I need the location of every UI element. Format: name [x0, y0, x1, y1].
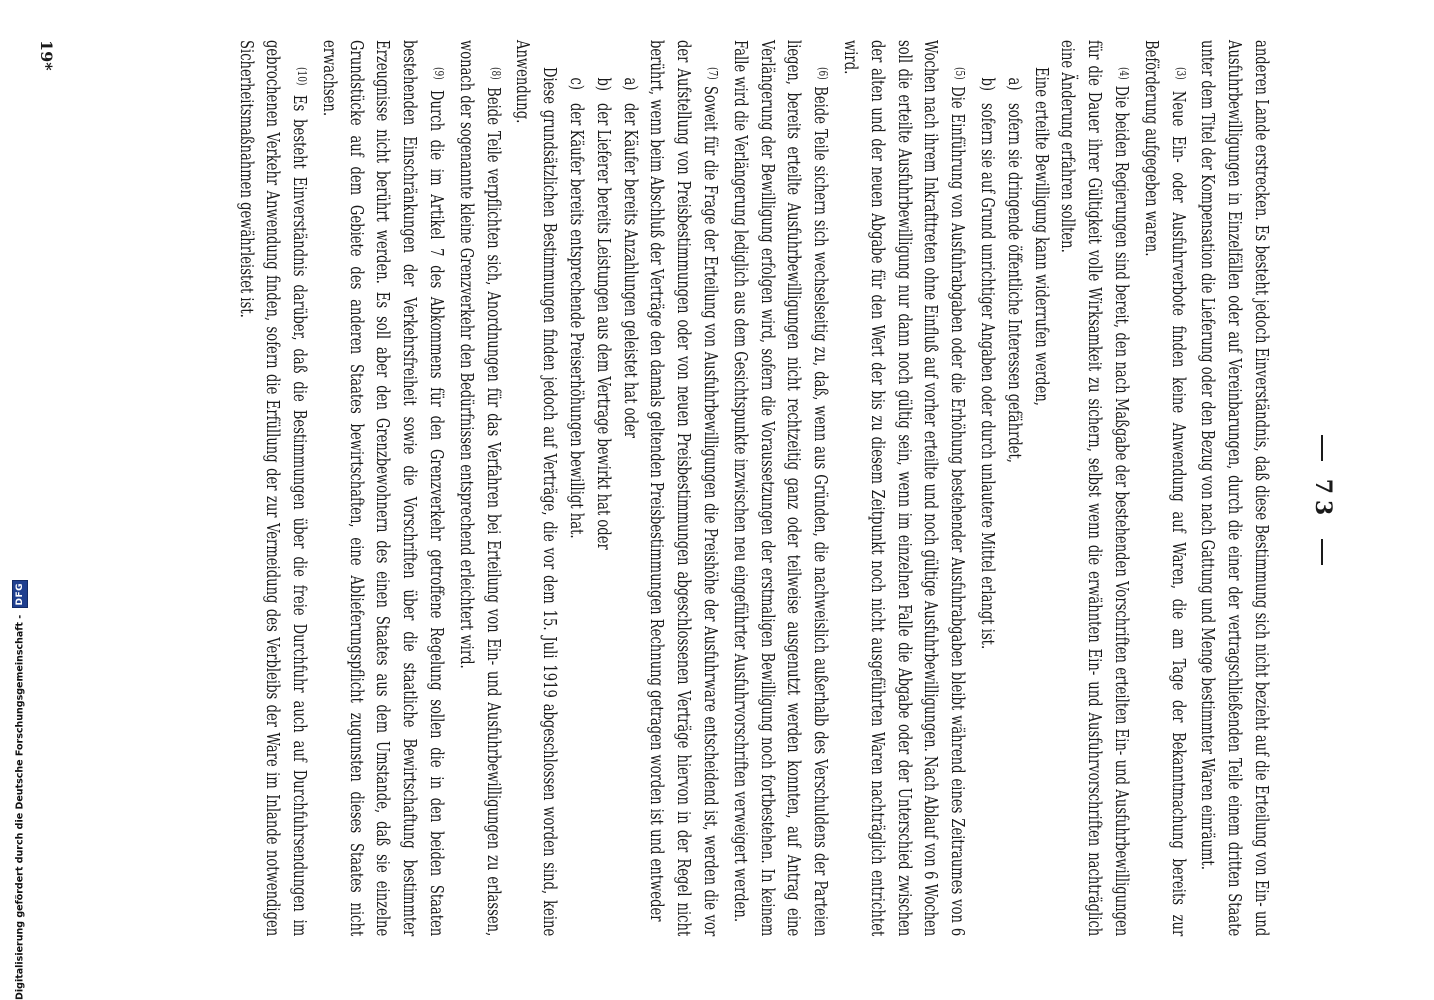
paragraph-text: Es besteht Einverständnis darüber, daß die Bestimmungen über die freie Durchfuhr auch auf Durchfuhrsendungen im gebrochenen Verkehr Anwendung finden, sofern die Erfüllung der zur Vermeidung des Verbleibs der Ware im Inlande notwendigen Sicherheitsmaßnahmen gewährleistet ist. [235, 40, 310, 937]
header-dash-right [1321, 539, 1323, 565]
list-item [1000, 78, 1027, 937]
page-body [232, 40, 1274, 936]
paragraph-3 [1137, 40, 1194, 936]
digitization-credit-text: Digitalisierung gefördert durch die Deutsche Forschungsgemeinschaft [14, 622, 26, 1000]
paragraph-text: Die Einführung von Ausfuhrabgaben oder die Erhöhung bestehender Ausfuhrabgaben bleibt während eines Zeitraumes von 6 Wochen nach ihrem Inkrafttreten ohne Einfluß auf vorher erteilte und noch gültige Ausfuhrbewilligungen. Nach Ablauf von 6 Wochen soll die erteilte Ausfuhrbewilligung nur dann noch gültig sein, wenn im einzelnen Falle die Abgabe oder der Unterschied zwischen der alten und der neuen Abgabe für den Wert der bis zu diesem Zeitpunkt noch nicht ausgeführten Waren nachträglich entrichtet wird. [840, 40, 968, 937]
list-item [589, 78, 616, 937]
list-marker: a) [1003, 77, 1024, 91]
digitization-credit: Digitalisierung gefördert durch die Deutsche Forschungsgemeinschaft - DFG [12, 600, 28, 1000]
list-marker: b) [977, 77, 998, 92]
list-item-text: der Käufer bereits Anzahlungen geleistet hat oder [619, 103, 640, 439]
list-item-text: der Lieferer bereits Leistungen aus dem Vertrage bewirkt hat oder [592, 103, 613, 550]
list-item-text: sofern sie dringende öffentliche Interessen gefährdet, [1003, 103, 1024, 463]
paragraph-number: (9) [432, 67, 447, 80]
paragraph-number: (6) [816, 67, 831, 80]
paragraph-number: (3) [1173, 67, 1188, 80]
page-number: 73 [1310, 478, 1336, 522]
paragraph-number: (10) [295, 67, 310, 86]
header-dash-left [1321, 435, 1323, 461]
paragraph-continuation: anderen Lande erstrecken. Es besteht jedoch Einverständnis, daß diese Bestimmung sich nicht bezieht auf die Erteilung von Ein- und Ausfuhrbewilligungen in Einzelfällen oder auf Vereinbarungen, durch die einer der vertragschließenden Teile einem dritten Staate unter dem Titel der Kompensation die Lieferung oder den Bezug von nach Gattung und Menge bestimmter Waren einräumt. [1197, 40, 1271, 937]
list-item-text: sofern sie auf Grund unrichtiger Angaben oder durch unlautere Mittel erlangt ist. [977, 103, 998, 650]
paragraph-7-continued: Diese grundsätzlichen Bestimmungen finden jedoch auf Verträge, die vor dem 15. Juli 1919 abgeschlossen worden sind, keine Anwendung. [512, 40, 560, 937]
paragraph-text: Neue Ein- oder Ausfuhrverbote finden keine Anwendung auf Waren, die am Tage der Bekanntmachung bereits zur Beförderung aufgegeben waren. [1140, 40, 1188, 937]
paragraph-text: Beide Teile sichern sich wechselseitig zu, daß, wenn aus Gründen, die nachweislich außerhalb des Verschuldens der Parteien liegen, bereits erteilte Ausfuhrbewilligungen nicht rechtzeitig ganz oder teilweise ausgenutzt werden konnten, auf Antrag eine Verlängerung der Bewilligung erfolgen wird, sofern die Voraussetzungen der erstmaligen Bewilligung noch fortbestehen. In keinem Falle wird die Verlängerung lediglich aus dem Gesichtspunkte inzwischen neu eingeführter Ausfuhrvorschriften verweigert werden. [729, 40, 831, 937]
list-marker: c) [566, 77, 587, 90]
paragraph-number: (5) [953, 67, 968, 80]
paragraph-4 [1054, 40, 1137, 936]
paragraph-9 [315, 40, 452, 936]
paragraph-8 [452, 40, 509, 936]
paragraph-number: (7) [706, 67, 721, 80]
paragraph-text: Durch die im Artikel 7 des Abkommens für den Grenzverkehr getroffene Regelung sollen die in den beiden Staaten bestehenden Einschränkungen der Verkehrsfreiheit sowie die Vorschriften über die staatliche Bewirtschaftung bestimmter Erzeugnisse nicht berührt werden. Es soll aber den Grenzbewohnern des einen Staates aus dem Umstande, daß sie einzelne Grundstücke auf dem Gebiete des anderen Staates bewirtschaften, eine Ablieferungspflicht zugunsten dieses Staates nicht erwachsen. [318, 40, 447, 937]
list-marker: a) [619, 77, 640, 91]
sheet-signature: 19* [37, 40, 56, 71]
paragraph-5 [836, 40, 973, 936]
list-item [973, 78, 1000, 937]
paragraph-number: (8) [488, 67, 503, 80]
paragraph-number: (4) [1117, 67, 1132, 80]
paragraph-6 [726, 40, 836, 936]
paragraph-text: Beide Teile verpflichten sich, Anordnungen für das Verfahren bei Erteilung von Ein- und Ausfuhrbewilligungen zu erlassen, wonach der sogenannte kleine Grenzverkehr den Bedürfnissen entsprechend erleichtert wird. [455, 40, 503, 937]
paragraph-4-continued: Eine erteilte Bewilligung kann widerrufen werden, [1030, 67, 1051, 406]
page-header [1310, 0, 1336, 1000]
list-marker: b) [592, 77, 613, 92]
dfg-logo-icon: DFG [12, 580, 28, 609]
list-item [562, 78, 589, 937]
paragraph-7 [643, 40, 726, 936]
paragraph-text: Soweit für die Frage der Erteilung von Ausfuhrbewilligungen die Preishöhe der Ausfuhrware entscheidend ist, werden die vor der Aufstellung von Preisbestimmungen oder von neuen Preisbestimmungen abgeschlossenen Verträge hiervon in der Regel nicht berührt, wenn beim Abschluß der Verträge den damals geltenden Preisbestimmungen Rechnung getragen worden ist und entweder [646, 40, 721, 937]
list-item [616, 78, 643, 937]
list-item-text: der Käufer bereits entsprechende Preiserhöhungen bewilligt hat. [566, 103, 587, 539]
paragraph-text: Die beiden Regierungen sind bereit, den nach Maßgabe der bestehenden Vorschriften erteilten Ein- und Ausfuhrbewilligungen für die Dauer ihrer Gültigkeit volle Wirksamkeit zu sichern, selbst wenn die erwähnten Ein- und Ausfuhrvorschriften nachträglich eine Änderung erfahren sollten. [1057, 40, 1132, 937]
paragraph-10 [232, 40, 315, 936]
